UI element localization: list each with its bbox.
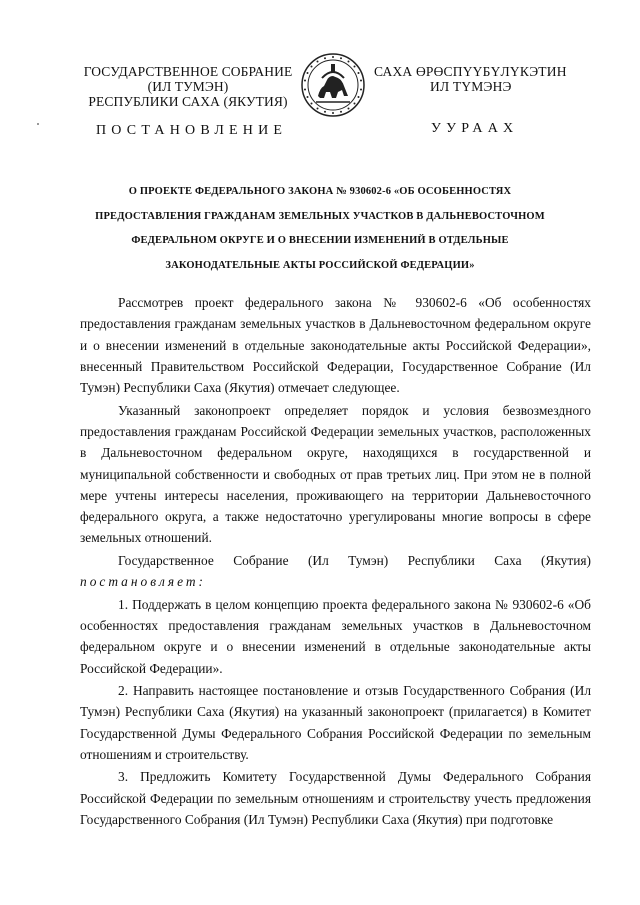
header-left-line3: РЕСПУБЛИКИ САХА (ЯКУТИЯ) bbox=[88, 94, 288, 109]
header-right-line1: САХА ӨРӨСПҮҮБҮЛҮКЭТИН bbox=[374, 64, 567, 79]
decree-word: постановляет: bbox=[80, 574, 206, 590]
header-right bbox=[374, 64, 604, 94]
title-line4: ЗАКОНОДАТЕЛЬНЫЕ АКТЫ РОССИЙСКОЙ ФЕДЕРАЦИИ» bbox=[165, 259, 475, 271]
header-right-line2: ИЛ ТҮМЭНЭ bbox=[430, 79, 512, 94]
decree-lead-text: Государственное Собрание (Ил Тумэн) Республики Саха (Якутия) bbox=[118, 552, 591, 568]
doc-type-yakut: УУРААХ bbox=[431, 121, 519, 136]
document-title bbox=[80, 180, 560, 278]
list-item-2: 2. Направить настоящее постановление и отзыв Государственного Собрания (Ил Тумэн) Республики Саха (Якутия) на указанный законопроект (прилагается) в Комитет Государственной Думы Федерального Собрания Российской Федерации по земельным отношениям и строительству. bbox=[80, 683, 591, 762]
title-line2: ПРЕДОСТАВЛЕНИЯ ГРАЖДАНАМ ЗЕМЕЛЬНЫХ УЧАСТКОВ В ДАЛЬНЕВОСТОЧНОМ bbox=[95, 210, 545, 222]
doc-type-russian: ПОСТАНОВЛЕНИЕ bbox=[96, 123, 288, 138]
list-item-3: 3. Предложить Комитету Государственной Думы Федерального Собрания Российской Федерации по земельным отношениям и строительству учесть предложения Государственного Собрания (Ил Тумэн) Республики Саха (Якутия) при подготовке bbox=[80, 769, 591, 828]
list-item-1: 1. Поддержать в целом концепцию проекта федерального закона № 930602-6 «Об особенностях предоставления гражданам земельных участков в Дальневосточном федеральном округе и о внесении изменений в отдельные законодательные акты Российской Федерации». bbox=[80, 596, 591, 676]
scan-artifact bbox=[37, 123, 39, 125]
title-line3: ФЕДЕРАЛЬНОМ ОКРУГЕ И О ВНЕСЕНИИ ИЗМЕНЕНИЙ В ОТДЕЛЬНЫЕ bbox=[131, 235, 509, 246]
paragraph-analysis: Указанный законопроект определяет порядок и условия безвозмездного предоставления гражданам Российской Федерации земельных участков, расположенных в Дальневосточном федеральном округе, находящихся в государственной и муниципальной собственности и свободных от прав третьих лиц. При этом не в полной мере учтены интересы населения, проживающего на территории Дальневосточного федерального округа, а также недостаточно урегулированы многие вопросы в сфере земельных отношений. bbox=[80, 402, 591, 546]
title-line1: О ПРОЕКТЕ ФЕДЕРАЛЬНОГО ЗАКОНА № 930602-6 «ОБ ОСОБЕННОСТЯХ bbox=[128, 186, 512, 197]
header-left-line1: ГОСУДАРСТВЕННОЕ СОБРАНИЕ bbox=[83, 64, 293, 79]
header-left bbox=[78, 64, 298, 109]
coat-of-arms-icon bbox=[300, 52, 366, 118]
paragraph-decree-lead bbox=[80, 550, 591, 593]
paragraph-preamble: Рассмотрев проект федерального закона № 930602-6 «Об особенностях предоставления гражданам земельных участков в Дальневосточном федеральном округе и о внесении изменений в отдельные законодательные акты Российской Федерации», внесенный Правительством Российской Федерации, Государственное Собрание (Ил Тумэн) Республики Саха (Якутия) отмечает следующее. bbox=[80, 295, 591, 396]
header-left-line2: (ИЛ ТУМЭН) bbox=[147, 79, 229, 94]
document-body bbox=[80, 292, 591, 832]
